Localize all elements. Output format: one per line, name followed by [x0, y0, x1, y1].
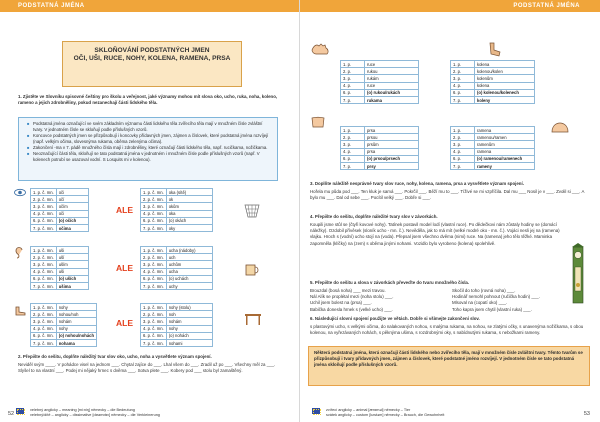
left-header: PODSTATNÁ JMÉNA	[0, 0, 299, 12]
knee-icon	[486, 42, 502, 58]
page-number-left: 52	[8, 411, 15, 417]
task-5-right: Skočil do toho (rovná noha) ___. Hodinář nemohl pohnout (ručička hodin) ___. Mlsoval na (copatí oko) ___. Toho kapra jsem chytil (vlastní ruka) ___.	[452, 288, 540, 312]
task-2: 2. Přepište do sešitu, doplňte náležitý tvar slov oko, ucho, noha a vysvětlete význam spojení.	[18, 354, 212, 359]
task-5-left: Brouzdal (bosá noha) ___ mezi travou. Nál Alík se proplétal mezi (noha stolu) ___. Uchil jsem bolest na (prsa) ___. Babička donesla hrnek s (velké ucho) ___.	[310, 288, 394, 312]
eye-icon	[14, 188, 26, 197]
foot-icon	[14, 306, 26, 316]
declension-table-ramena: 1. p. ramena 2. p. ramenou/ramen 3. p. ramenům 4. p. ramena 6. p. (o) ramenou/ramenech 7. p. rameny	[450, 126, 535, 170]
declension-table-prsa: 1. p. prsa 2. p. prsou 3. p. prsům 4. p. prsa 6. p. (o) prsou/prsech 7. p. prsy	[340, 126, 419, 170]
right-header: PODSTATNÁ JMÉNA	[300, 0, 600, 12]
task-4-text: Koupili jsme stůl se (čtyři kovové nohy). Tatínek postavil model lodí (vlastní ruce). Po dědečkovi nám zůstaly hodiny se (domácí náležky). Ozdobil přívěsek (sloník ucho - mn. č.). Nevěděla, jak to má mít (velké modré oko - mn. č.). Vojáci nesli jej na (ramena) vlajku. Hroch s (vodní) ucho stojí na (voda). Přepsal jsem všechno dvěma (nimi) ruce. Na (ramena) jeho tělo těžké. Maminka zapomněla (klíčky) na (zem) s oběma jinými nohami. Vozidlo bylo vyrobeno (kolena) spolehlivě.	[310, 222, 560, 246]
ear-icon	[14, 246, 24, 259]
task-6-text: s plastovými ucho, s velkými očima, do nalakovaných nohou, s malýma rukama, na nohou, se zlatými očky, s unavenýma nožičkama, s obou kolenou, na vyřezávaných nohách, s pěknýma ušima, s rozdrobnými oky, s nabídnutými rukama, s nebožkami rameny.	[310, 324, 584, 336]
chapter-title	[62, 41, 242, 87]
net-icon	[244, 204, 260, 218]
footer-vocab-left: velebný anglicky – meaning [mi:niŋ] německy – die Bedeutung velebný/dítě – anglicky – dissimative [dɪsɪmɪtɪv] německy – die Verkleinerung	[30, 408, 160, 417]
rule-box	[18, 117, 278, 181]
rule-4: ■ Neoznačující části těla, skloňují se tato podstatná jména v jednotném i množném čísle podle příslušných vzorů (např. V kolenech potrubí se usazoval vodní. S Losquits mi v kolenou).	[27, 151, 272, 163]
task-5: 5. Přepište do sešitu a slova v závorkách převeďte do tvaru množného čísla.	[310, 280, 470, 285]
right-page	[300, 0, 600, 422]
ale-label: ALE	[116, 318, 133, 328]
ale-label: ALE	[116, 205, 133, 215]
task-4: 4. Přepište do sešitu, doplňte náležité tvary slov v závorkách.	[310, 214, 438, 219]
shoulder-icon	[550, 120, 570, 134]
declension-table-oka: 1. p. č. mn. oka (sítě) 2. p. č. mn. ok 3. p. č. mn. okům 4. p. č. mn. oka 6. p. č. mn. (o) okách 7. p. č. mn. oky	[140, 188, 213, 232]
task-2-text: Neviděl svým ____. V pohádce visel na jednom ___. Chytal zajíce do ___. Lhal všem do ___. Zradil už po ___. Všechny měl za ___. Slyšel to na vlastní ___. Podej mi nějaký hrnec s dvěma ___. Sotva plete ___. Kobery pod ___ stolu byl zamaštěný.	[18, 362, 276, 374]
declension-table-ucha: 1. p. č. mn. ucha (nádoby) 2. p. č. mn. uch 3. p. č. mn. uchům 4. p. č. mn. ucha 6. p. č. mn. (o) uchách 7. p. č. mn. uchy	[140, 246, 213, 290]
ale-label: ALE	[116, 263, 133, 273]
eu-flag-icon	[312, 408, 320, 414]
hand-icon	[310, 42, 332, 56]
task-1: 1. Zjistěte ve Slovníku spisovné češtiny pro školu a veřejnost, jaké významy mohou mít slova oko, ucho, ruka, noha, koleno, rameno a jejich zdrobněliny, pokud nezanechají části lidského těla.	[18, 94, 278, 106]
task-6: 6. Následující slovní spojení použijte ve větách. Dobře si všímejte zakončení slov.	[310, 316, 480, 321]
mug-icon	[244, 263, 260, 276]
declension-table-nohy: 1. p. č. mn. nohy 2. p. č. mn. nohou/noh 3. p. č. mn. nohám 4. p. č. mn. nohy 6. p. č. mn. (o) nohou/nohách 7. p. č. mn. nohama	[30, 303, 97, 347]
declension-table-oci: 1. p. č. mn. oči 2. p. č. mn. očí 3. p. č. mn. očím 4. p. č. mn. oči 6. p. č. mn. (o) očích 7. p. č. mn. očima	[30, 188, 89, 232]
page-number-right: 53	[583, 411, 590, 417]
chest-icon	[310, 116, 326, 128]
task-3: 3. Doplňte náležitě nesprávné tvary slov ruce, nohy, kolena, ramena, prsa a vysvětlete význam spojení.	[310, 181, 524, 186]
declension-table-ruce: 1. p. ruce 2. p. rukou 3. p. rukám 4. p. ruce 6. p. (o) rukou/rukách 7. p. rukama	[340, 60, 419, 104]
rule-2: ■ Koncovce podstatných jmen se přizpůsobují i koncovky přídavných jmen, zájmen a číslovek, které podstatná jména rozvíjejí (např. velkým očima, slovesnýma rukama, oběma zelenýma očima).	[27, 133, 272, 145]
footer-vocab-right: zvířecí anglicky – animal [ænɪməl] německy – Tier svátek anglicky – custom [kʌstəm] německy – Brauch, die Gewohnheit	[326, 408, 445, 417]
declension-table-kolena: 1. p. kolena 2. p. kolenou/kolen 3. p. kolenům 4. p. kolena 6. p. (o) kolenou/kolenech 7. p. koleny	[450, 60, 535, 104]
task-3-text: Hořela mu půda pod ___. Ten kluk je samá ___. Pokrčil ___. Běží mu to ___. Tíživé se mi vzpříčila. Dal mu ___ Nosil je v ___. Zvolil si ___. A bylo mu ___. Dal od sebe ___. Pocítil velký ___. Dobře si ___.	[310, 189, 585, 201]
declension-table-nohy-stolu: 1. p. č. mn. nohy (stolu) 2. p. č. mn. noh 3. p. č. mn. nohám 4. p. č. mn. nohy 6. p. č. mn. (o) nohách 7. p. č. mn. nohami	[140, 303, 213, 347]
rule-3: ■ Zakončení -ma v 7. pádě množného čísla mají i zdrobněliny, které označují části lidského těla, např. rucičkama, nožičkama.	[27, 145, 272, 151]
table-icon	[244, 312, 262, 326]
summary-box: Některá podstatná jména, která označují části lidského nebo zvířecího těla, mají v množném čísle zvláštní tvary. Těmto tvarům se přizpůsobují i tvary přídavných jmen, zájmen a číslovek, které podstatné jméno rozvíjejí. V jednotném čísle se tato podstatná jména skloňují podle příslušných vzorů.	[308, 346, 590, 386]
chapter-title-line2: OČI, UŠI, RUCE, NOHY, KOLENA, RAMENA, PRSA	[73, 55, 231, 63]
chapter-title-line1: SKLOŇOVÁNÍ PODSTATNÝCH JMEN	[94, 47, 210, 54]
rule-1: ■ Podstatná jména označující ve svém základním významu části lidského těla zvířecího těla mají v množném čísle zvláštní tvary. V jednotném čísle se skloňují podle příslušných vzorů.	[27, 121, 272, 133]
eu-flag-icon	[16, 408, 24, 414]
declension-table-usi: 1. p. č. mn. uši 2. p. č. mn. uší 3. p. č. mn. uším 4. p. č. mn. uši 6. p. č. mn. (o) uších 7. p. č. mn. ušima	[30, 246, 89, 290]
